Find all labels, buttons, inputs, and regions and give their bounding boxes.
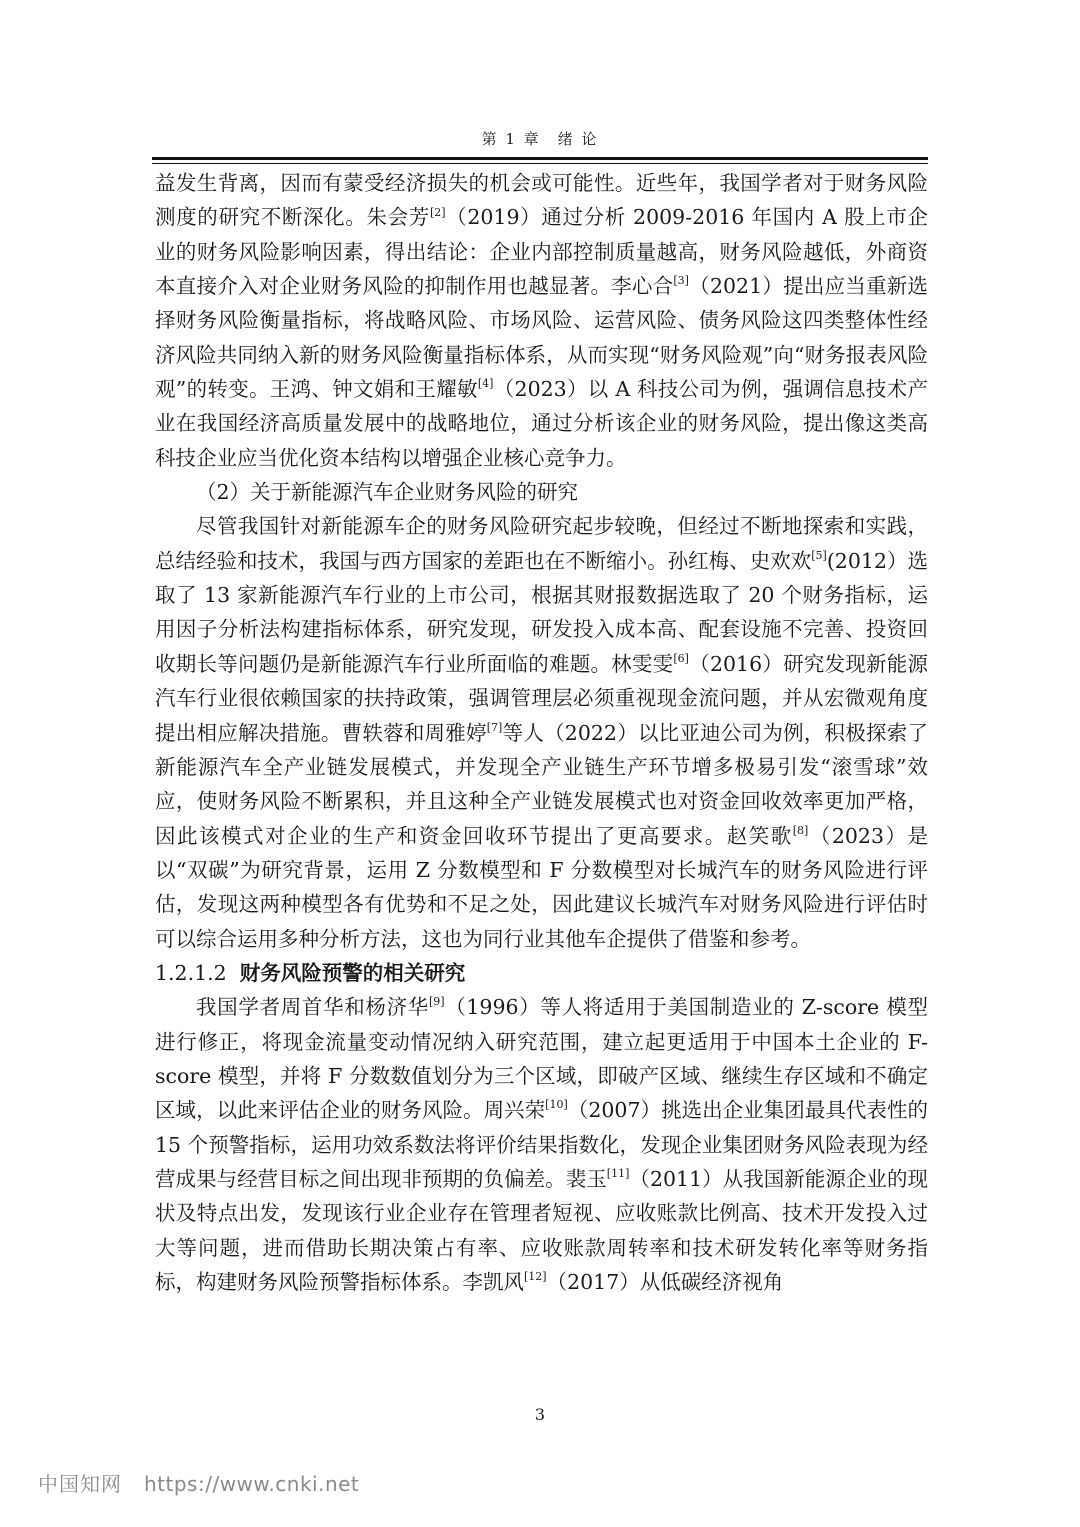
- header-rule-thin: [152, 163, 928, 164]
- citation: [12]: [524, 1270, 547, 1284]
- page-number: 3: [534, 1405, 546, 1424]
- citation: [7]: [486, 720, 503, 734]
- chapter-header: 第 1 章 绪 论: [481, 130, 599, 148]
- paragraph-continued: 益发生背离，因而有蒙受经济损失的机会或可能性。近些年，我国学者对于财务风险测度的研究不断深化。朱会芳[2]（2019）通过分析 2009-2016 年国内 A 股上市企业的财务风险影响因素，得出结论：企业内部控制质量越高，财务风险越低，外商资本直接介入对企业财务风险的抑制作用也越显著。李心合[3]（2021）提出应当重新选择财务风险衡量指标，将战略风险、市场风险、运营风险、债务风险这四类整体性经济风险共同纳入新的财务风险衡量指标体系，从而实现“财务风险观”向“财务报表风险观”的转变。王鸿、钟文娟和王耀敏[4]（2023）以 A 科技公司为例，强调信息技术产业在我国经济高质量发展中的战略地位，通过分析该企业的财务风险，提出像这类高科技企业应当优化资本结构以增强企业核心竞争力。: [155, 171, 929, 470]
- watermark: [38, 1468, 359, 1497]
- citation: [3]: [673, 274, 689, 288]
- citation: [8]: [792, 823, 809, 837]
- citation: [6]: [673, 651, 689, 665]
- citation: [11]: [606, 1167, 630, 1181]
- citation: [5]: [811, 548, 827, 562]
- section-number: 1.2.1.2: [155, 960, 227, 985]
- citation: [9]: [428, 995, 445, 1009]
- section-title: 财务风险预警的相关研究: [239, 960, 466, 985]
- watermark-brand: 中国知网: [38, 1472, 122, 1496]
- section-heading: [155, 956, 928, 990]
- paragraph-warning-research: 我国学者周首华和杨济华[9]（1996）等人将适用于美国制造业的 Z-score 模型进行修正，将现金流量变动情况纳入研究范围，建立起更适用于中国本土企业的 F-score 模型，并将 F 分数数值划分为三个区域，即破产区域、继续生存区域和不确定区域，以此来评估企业的财务风险。周兴荣[10]（2007）挑选出企业集团最具代表性的 15 个预警指标，运用功效系数法将评价结果指数化，发现企业集团财务风险表现为经营成果与经营目标之间出现非预期的负偏差。裴玉[11]（2011）从我国新能源企业的现状及特点出发，发现该行业企业存在管理者短视、应收账款比例高、技术开发投入过大等问题，进而借助长期决策占有率、应收账款周转率和技术研发转化率等财务指标，构建财务风险预警指标体系。李凯风[12]（2017）从低碳经济视角: [155, 995, 929, 1294]
- citation: [10]: [545, 1098, 568, 1112]
- citation: [4]: [477, 377, 494, 391]
- header-rule-thick: [152, 157, 928, 160]
- citation: [2]: [429, 205, 446, 219]
- page-body: [155, 166, 928, 1299]
- watermark-url: https://www.cnki.net: [144, 1472, 360, 1496]
- paragraph-nev-research: 尽管我国针对新能源车企的财务风险研究起步较晚，但经过不断地探索和实践，总结经验和技术，我国与西方国家的差距也在不断缩小。孙红梅、史欢欢[5](2012）选取了 13 家新能源汽车行业的上市公司，根据其财报数据选取了 20 个财务指标，运用因子分析法构建指标体系，研究发现，研发投入成本高、配套设施不完善、投资回收期长等问题仍是新能源汽车行业所面临的难题。林雯雯[6]（2016）研究发现新能源汽车行业很依赖国家的扶持政策，强调管理层必须重视现金流问题，并从宏微观角度提出相应解决措施。曹轶蓉和周雅婷[7]等人（2022）以比亚迪公司为例，积极探索了新能源汽车全产业链发展模式，并发现全产业链生产环节增多极易引发“滚雪球”效应，使财务风险不断累积，并且这种全产业链发展模式也对资金回收效率更加严格，因此该模式对企业的生产和资金回收环节提出了更高要求。赵笑歌[8]（2023）是以“双碳”为研究背景，运用 Z 分数模型和 F 分数模型对长城汽车的财务风险进行评估，发现这两种模型各有优势和不足之处，因此建议长城汽车对财务风险进行评估时可以综合运用多种分析方法，这也为同行业其他车企提供了借鉴和参考。: [155, 514, 929, 951]
- subheading: （2）关于新能源汽车企业财务风险的研究: [196, 480, 579, 505]
